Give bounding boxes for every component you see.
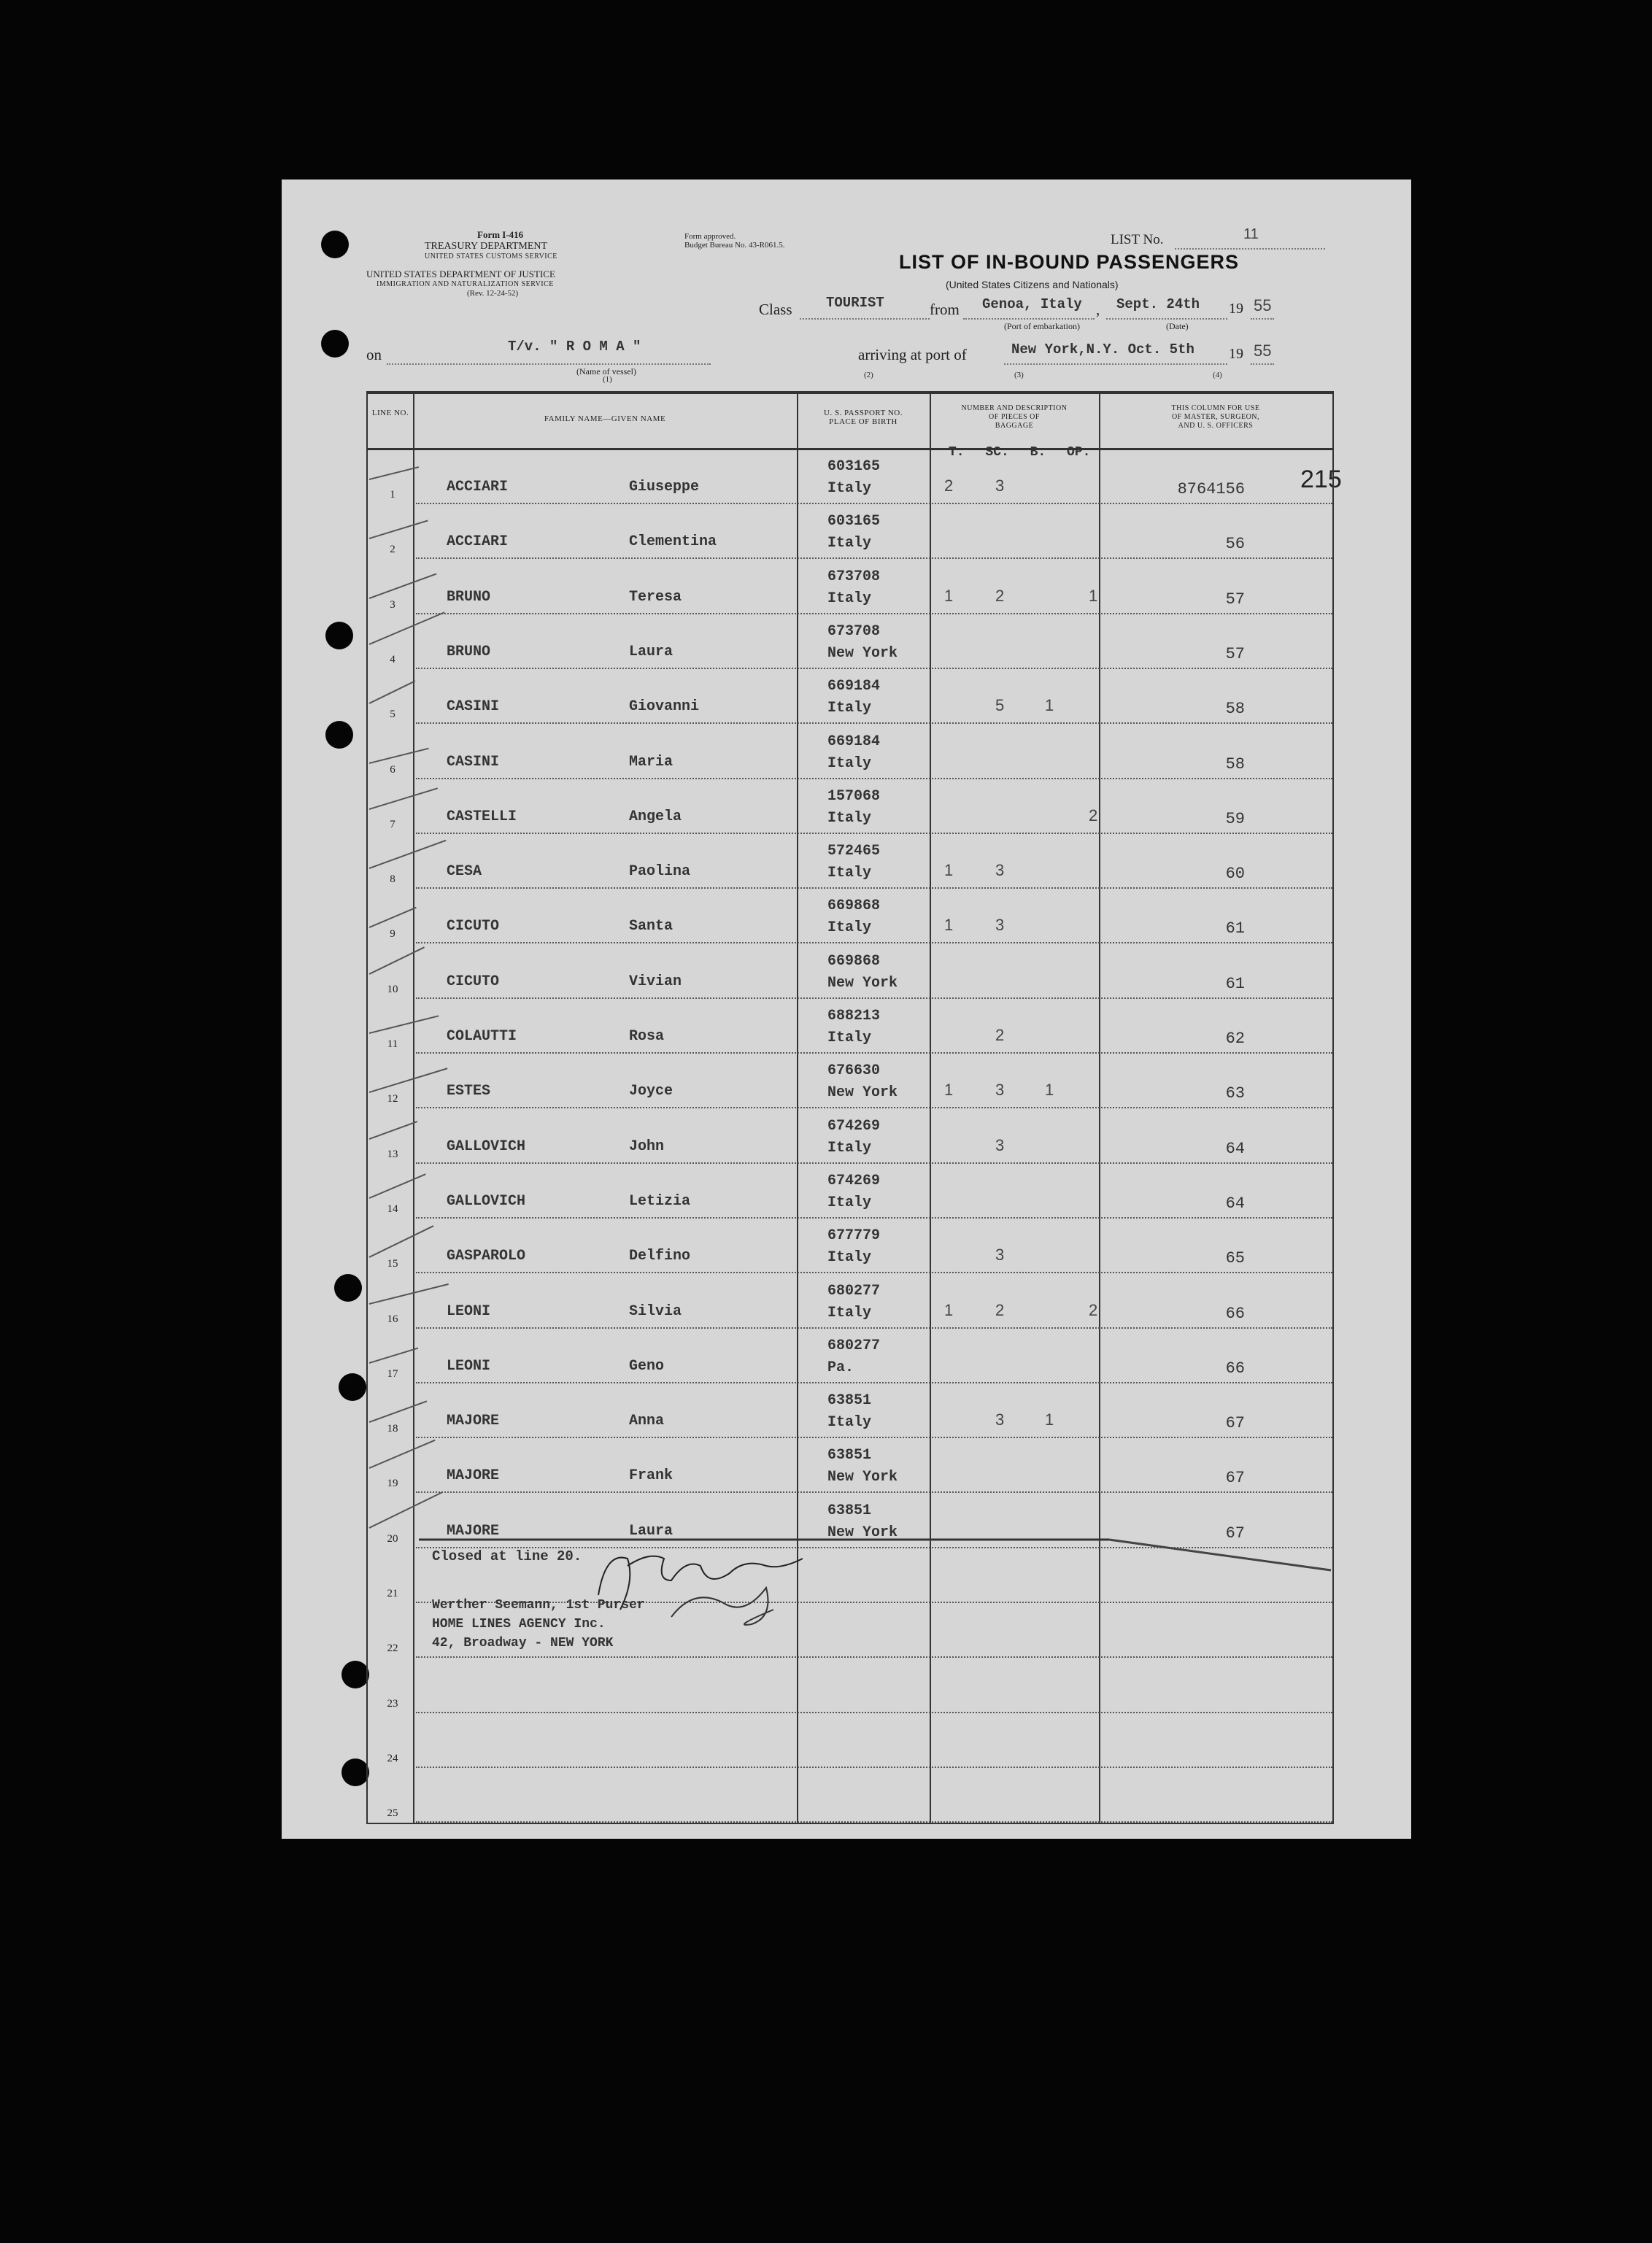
baggage-op: 2	[1089, 806, 1098, 825]
officer-stamp: 67	[1225, 1524, 1245, 1543]
list-no-label: LIST No.	[1111, 232, 1164, 247]
list-no-rule	[1175, 248, 1325, 250]
family-name: MAJORE	[447, 1467, 500, 1485]
vessel-name: T/v. " R O M A "	[508, 339, 641, 355]
passport-number: 677779	[827, 1227, 881, 1245]
header-officers: THIS COLUMN FOR USE OF MASTER, SURGEON, AND U. S. OFFICERS	[1171, 404, 1260, 430]
line-number: 5	[390, 709, 395, 721]
passport-number: 673708	[827, 622, 881, 640]
officer-stamp: 63	[1225, 1084, 1245, 1103]
officer-stamp: 61	[1225, 974, 1245, 993]
date-rule	[1106, 318, 1227, 320]
officer-stamp: 64	[1225, 1139, 1245, 1158]
line-number: 23	[387, 1697, 398, 1710]
table-row	[368, 1659, 1332, 1713]
table-row	[368, 504, 1332, 559]
check-mark	[369, 1283, 449, 1304]
arrival-port-date: New York,N.Y. Oct. 5th	[1011, 341, 1194, 358]
departure-year: 55	[1254, 296, 1272, 314]
line-number: 10	[387, 983, 398, 995]
closed-note: Closed at line 20.	[432, 1548, 582, 1564]
given-name: Silvia	[629, 1302, 682, 1320]
year-prefix: 19	[1229, 301, 1243, 317]
line-number: 16	[387, 1313, 398, 1325]
line-number: 2	[390, 544, 395, 556]
family-name: GASPAROLO	[447, 1248, 526, 1265]
line-number: 22	[387, 1642, 398, 1655]
line-number: 8	[390, 873, 395, 886]
passport-number: 63851	[827, 1447, 872, 1464]
place-of-birth: Italy	[827, 1194, 872, 1211]
list-no-value: 11	[1243, 226, 1259, 242]
family-name: CICUTO	[447, 973, 500, 990]
closing-line	[368, 1532, 1332, 1576]
customs-service: UNITED STATES CUSTOMS SERVICE	[425, 252, 557, 260]
baggage-sc: 5	[995, 696, 1005, 715]
table-row	[368, 999, 1332, 1054]
family-name: GALLOVICH	[447, 1192, 526, 1210]
passport-number: 680277	[827, 1337, 881, 1354]
place-of-birth: Italy	[827, 919, 872, 937]
revision-date: (Rev. 12-24-52)	[467, 289, 519, 298]
place-of-birth: Italy	[827, 590, 872, 607]
given-name: Paolina	[629, 863, 691, 881]
line-number: 3	[390, 598, 395, 611]
passport-number: 572465	[827, 843, 881, 860]
line-number: 4	[390, 653, 395, 665]
table-row	[368, 614, 1332, 669]
table-row	[368, 725, 1332, 779]
agency-address: 42, Broadway - NEW YORK	[432, 1636, 614, 1651]
given-name: Anna	[629, 1413, 665, 1430]
baggage-sc: 3	[995, 1410, 1005, 1429]
document-title: LIST OF IN-BOUND PASSENGERS	[899, 251, 1240, 273]
place-of-birth: Italy	[827, 1030, 872, 1046]
family-name: ACCIARI	[447, 533, 509, 551]
place-of-birth: Italy	[827, 865, 872, 882]
baggage-t: 1	[944, 1081, 954, 1100]
family-name: MAJORE	[447, 1522, 500, 1540]
table-row	[368, 889, 1332, 943]
table-row	[368, 560, 1332, 614]
check-mark	[369, 907, 417, 928]
vessel-rule	[387, 363, 711, 365]
line-number: 13	[387, 1148, 398, 1160]
table-row	[368, 1054, 1332, 1108]
form-approved: Form approved.	[684, 232, 736, 241]
family-name: CICUTO	[447, 918, 500, 935]
from-rule	[963, 318, 1095, 320]
place-of-birth: Italy	[827, 754, 872, 772]
check-mark	[369, 840, 447, 869]
header-name: FAMILY NAME—GIVEN NAME	[544, 414, 666, 423]
passenger-list-page	[282, 179, 1411, 1839]
officer-stamp: 67	[1225, 1414, 1245, 1433]
ins-line: IMMIGRATION AND NATURALIZATION SERVICE	[377, 280, 554, 288]
family-name: GALLOVICH	[447, 1138, 526, 1155]
family-name: CASINI	[447, 698, 500, 716]
baggage-b: 1	[1045, 1410, 1054, 1429]
on-label: on	[366, 346, 382, 363]
table-row	[368, 1329, 1332, 1383]
punch-hole	[321, 231, 349, 258]
place-of-birth: New York	[827, 1084, 898, 1102]
baggage-sc: 3	[995, 1246, 1005, 1265]
baggage-sc: 3	[995, 1081, 1005, 1100]
given-name: Geno	[629, 1357, 665, 1375]
family-name: CASINI	[447, 753, 500, 771]
family-name: CASTELLI	[447, 808, 517, 825]
table-row	[368, 1438, 1332, 1493]
baggage-t: 1	[944, 916, 954, 935]
check-mark	[369, 611, 445, 645]
form-number: Form I-416	[477, 229, 524, 240]
line-number: 12	[387, 1093, 398, 1105]
passport-number: 63851	[827, 1502, 872, 1519]
check-mark	[369, 1225, 434, 1258]
passport-number: 669184	[827, 678, 881, 695]
line-number: 14	[387, 1202, 398, 1215]
officer-stamp: 56	[1225, 535, 1245, 554]
vessel-column-number: (1)	[603, 375, 612, 384]
baggage-b: 1	[1045, 1081, 1054, 1100]
arrival-year-rule	[1251, 363, 1274, 365]
arrival-year: 55	[1254, 341, 1272, 360]
passport-number: 680277	[827, 1282, 881, 1300]
passport-number: 669868	[827, 897, 881, 915]
baggage-b: 1	[1045, 696, 1054, 715]
punch-hole	[321, 330, 349, 358]
given-name: Santa	[629, 918, 673, 935]
officer-stamp: 58	[1225, 700, 1245, 719]
given-name: Giovanni	[629, 698, 700, 716]
from-value: Genoa, Italy	[982, 296, 1082, 312]
officer-stamp: 58	[1225, 754, 1245, 773]
check-mark	[369, 1121, 417, 1140]
place-of-birth: Italy	[827, 480, 872, 497]
check-mark	[369, 1440, 436, 1469]
document-subtitle: (United States Citizens and Nationals)	[946, 279, 1119, 290]
check-mark	[369, 1068, 448, 1094]
check-mark	[369, 681, 416, 704]
treasury-department: TREASURY DEPARTMENT	[425, 241, 548, 252]
passport-number: 674269	[827, 1172, 881, 1189]
table-row	[368, 1109, 1332, 1164]
line-number: 9	[390, 928, 395, 941]
officer-stamp: 60	[1225, 865, 1245, 884]
line-number: 1	[390, 489, 395, 501]
place-of-birth: New York	[827, 974, 898, 992]
baggage-sc: 2	[995, 1026, 1005, 1044]
given-name: Teresa	[629, 588, 682, 606]
punch-hole	[325, 721, 353, 749]
family-name: BRUNO	[447, 643, 491, 660]
passport-number: 603165	[827, 458, 881, 475]
table-row	[368, 669, 1332, 724]
baggage-sc: 2	[995, 1300, 1005, 1319]
officer-stamp: 57	[1225, 590, 1245, 609]
line-number: 6	[390, 763, 395, 776]
officer-stamp: 61	[1225, 919, 1245, 938]
header-passport: U. S. PASSPORT NO. PLACE OF BIRTH	[824, 409, 903, 426]
place-of-birth: New York	[827, 1469, 898, 1486]
officer-stamp: 67	[1225, 1469, 1245, 1488]
line-number: 21	[387, 1588, 398, 1599]
baggage-codes: T: SC: B: OP:	[949, 445, 1091, 460]
place-of-birth: Italy	[827, 535, 872, 552]
given-name: Giuseppe	[629, 479, 700, 495]
passport-number: 603165	[827, 513, 881, 530]
place-of-birth: Italy	[827, 809, 872, 827]
header-baggage: NUMBER AND DESCRIPTION OF PIECES OF BAGGAGE	[961, 404, 1068, 430]
baggage-t: 1	[944, 861, 954, 880]
check-mark	[369, 573, 437, 598]
check-mark	[369, 1173, 426, 1199]
row-divider	[416, 1821, 1332, 1823]
officer-stamp: 57	[1225, 644, 1245, 663]
table-row	[368, 1768, 1332, 1823]
punch-hole	[341, 1661, 369, 1688]
baggage-op: 2	[1089, 1300, 1098, 1319]
line-number: 25	[387, 1807, 398, 1820]
check-mark	[369, 1491, 444, 1529]
column-number-3: (3)	[1014, 371, 1024, 379]
passport-number: 669868	[827, 952, 881, 970]
column-number-2: (2)	[864, 371, 873, 379]
line-number: 7	[390, 818, 395, 830]
officer-stamp: 8764156	[1177, 480, 1245, 498]
agency-name: HOME LINES AGENCY Inc.	[432, 1617, 606, 1632]
place-of-birth: Italy	[827, 1249, 872, 1267]
place-of-birth: Italy	[827, 700, 872, 717]
punch-hole	[339, 1373, 366, 1401]
given-name: Laura	[629, 643, 673, 660]
given-name: Rosa	[629, 1028, 665, 1045]
given-name: John	[629, 1138, 665, 1155]
place-of-birth: New York	[827, 644, 898, 662]
header-line-no: LINE NO.	[371, 409, 409, 417]
table-row	[368, 834, 1332, 889]
line-number: 11	[387, 1038, 398, 1050]
passport-number: 63851	[827, 1392, 872, 1410]
baggage-sc: 3	[995, 861, 1005, 880]
given-name: Vivian	[629, 973, 682, 990]
baggage-op: 1	[1089, 586, 1098, 605]
line-number: 19	[387, 1478, 398, 1490]
table-row	[368, 944, 1332, 999]
baggage-sc: 3	[995, 476, 1005, 495]
officer-stamp: 66	[1225, 1359, 1245, 1378]
passport-number: 157068	[827, 787, 881, 805]
line-number: 15	[387, 1258, 398, 1270]
line-number: 18	[387, 1423, 398, 1435]
place-of-birth: New York	[827, 1524, 898, 1541]
officer-stamp: 65	[1225, 1249, 1245, 1268]
place-of-birth: Italy	[827, 1304, 872, 1321]
baggage-t: 2	[944, 476, 954, 495]
baggage-sc: 3	[995, 916, 1005, 935]
family-name: LEONI	[447, 1302, 491, 1320]
comma: ,	[1096, 301, 1100, 318]
line-number: 24	[387, 1752, 398, 1764]
year-rule	[1251, 318, 1274, 320]
arriving-label: arriving at port of	[858, 346, 967, 363]
purser-name: Werther Seemann, 1st Purser	[432, 1598, 645, 1613]
given-name: Delfino	[629, 1248, 691, 1265]
family-name: LEONI	[447, 1357, 491, 1375]
baggage-sc: 3	[995, 1135, 1005, 1154]
table-row	[368, 1164, 1332, 1219]
signature	[584, 1537, 803, 1632]
table-row	[368, 779, 1332, 834]
check-mark	[369, 946, 425, 975]
check-mark	[369, 466, 419, 480]
from-label: from	[930, 301, 960, 318]
given-name: Maria	[629, 753, 673, 771]
passport-number: 673708	[827, 568, 881, 585]
passport-number: 669184	[827, 733, 881, 750]
punch-hole	[334, 1274, 362, 1302]
column-number-4: (4)	[1213, 371, 1222, 379]
given-name: Laura	[629, 1522, 673, 1540]
departure-date: Sept. 24th	[1116, 296, 1200, 312]
place-of-birth: Pa.	[827, 1359, 854, 1376]
date-caption: (Date)	[1166, 321, 1189, 331]
passport-number: 676630	[827, 1062, 881, 1080]
punch-hole	[341, 1759, 369, 1786]
baggage-t: 1	[944, 1300, 954, 1319]
baggage-sc: 2	[995, 586, 1005, 605]
family-name: CESA	[447, 863, 482, 881]
table-row	[368, 1713, 1332, 1768]
given-name: Angela	[629, 808, 682, 825]
given-name: Frank	[629, 1467, 673, 1485]
line-number: 20	[387, 1532, 398, 1545]
passenger-table	[366, 391, 1334, 1824]
family-name: COLAUTTI	[447, 1028, 517, 1045]
place-of-birth: Italy	[827, 1139, 872, 1157]
check-mark	[369, 1347, 419, 1363]
budget-bureau: Budget Bureau No. 43-R061.5.	[684, 241, 785, 250]
officer-stamp: 62	[1225, 1030, 1245, 1048]
check-mark	[369, 520, 428, 539]
officer-stamp: 66	[1225, 1304, 1245, 1323]
vessel-caption: (Name of vessel)	[576, 366, 636, 377]
given-name: Joyce	[629, 1083, 673, 1100]
class-rule	[800, 318, 930, 320]
family-name: ACCIARI	[447, 479, 509, 495]
given-name: Letizia	[629, 1192, 691, 1210]
department-of-justice: UNITED STATES DEPARTMENT OF JUSTICE	[366, 269, 555, 279]
officer-stamp: 59	[1225, 809, 1245, 828]
passport-number: 674269	[827, 1117, 881, 1135]
port-caption: (Port of embarkation)	[1004, 321, 1080, 331]
family-name: BRUNO	[447, 588, 491, 606]
family-name: MAJORE	[447, 1413, 500, 1430]
table-row	[368, 1383, 1332, 1438]
table-row	[368, 1219, 1332, 1273]
officer-stamp: 64	[1225, 1194, 1245, 1213]
arrival-year-prefix: 19	[1229, 346, 1243, 362]
table-row	[368, 1274, 1332, 1329]
passport-number: 688213	[827, 1008, 881, 1024]
page-number: 215	[1300, 466, 1342, 493]
check-mark	[369, 1400, 428, 1423]
check-mark	[369, 787, 438, 810]
class-label: Class	[759, 301, 792, 318]
punch-hole	[325, 622, 353, 649]
check-mark	[369, 1015, 439, 1034]
family-name: ESTES	[447, 1083, 491, 1100]
table-row	[368, 449, 1332, 504]
check-mark	[369, 747, 429, 763]
line-number: 17	[387, 1367, 398, 1380]
class-value: TOURIST	[826, 295, 884, 311]
arrival-rule	[1004, 363, 1227, 365]
place-of-birth: Italy	[827, 1414, 872, 1432]
given-name: Clementina	[629, 533, 717, 551]
baggage-t: 1	[944, 586, 954, 605]
